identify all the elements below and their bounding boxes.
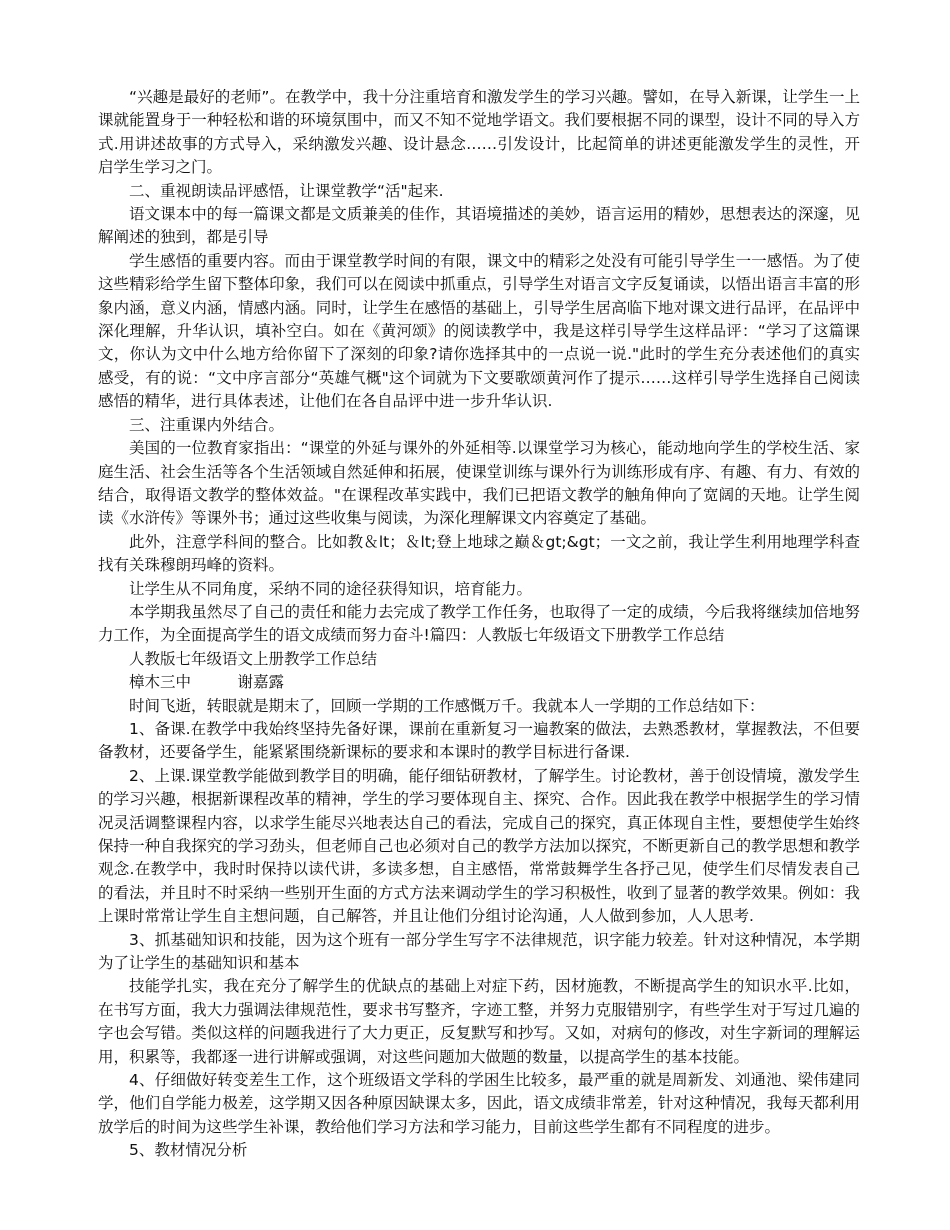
author-byline: 樟木三中 谢嘉露: [129, 673, 285, 692]
paragraph-educator-quote: 美国的一位教育家指出：“课堂的外延与课外的外延相等.以课堂学习为核心，能动地向学生的学校生活、家庭生活、社会生活等各个生活领域自然延伸和拓展，使课堂训练与课外行为训练形成有序、有趣、有力、有效的结合，取得语文教学的整体效益。"在课程改革实践中，我们已把语文教学的触角伸向了宽阔的天地。让学生阅读《水浒传》等课外书；通过这些收集与阅读，为深化理解课文内容奠定了基础。: [98, 439, 860, 528]
paragraph-semester-summary: 本学期我虽然尽了自己的责任和能力去完成了教学工作任务，也取得了一定的成绩，今后我将继续加倍地努力工作，为全面提高学生的语文成绩而努力奋斗!篇四：人教版七年级语文下册教学工作总结: [98, 602, 860, 645]
paragraph-student-perception: 学生感悟的重要内容。而由于课堂教学时间的有限，课文中的精彩之处没有可能引导学生一一感悟。为了使这些精彩给学生留下整体印象，我们可以在阅读中抓重点，引导学生对语言文字反复诵读，以悟出语言丰富的形象内涵，意义内涵，情感内涵。同时，让学生在感悟的基础上，引导学生居高临下地对课文进行品评，在品评中深化理解，升华认识，填补空白。如在《黄河颂》的阅读教学中，我是这样引导学生这样品评：“学习了这篇课文，你认为文中什么地方给你留下了深刻的印象?请你选择其中的一点说一说."此时的学生充分表述他们的真实感受，有的说：“文中序言部分“英雄气概"这个词就为下文要歌颂黄河作了提示……这样引导学生选择自己阅读感悟的精华，进行具体表述，让他们在各自品评中进一步升华认识.: [98, 251, 860, 411]
item-textbook-analysis: 5、教材情况分析: [129, 1141, 248, 1160]
paragraph-different-angles: 让学生从不同角度，采纳不同的途径获得知识，培育能力。: [129, 579, 533, 598]
document-subtitle: 人教版七年级语文上册教学工作总结: [129, 649, 378, 668]
item-lesson-preparation: 1、备课.在教学中我始终坚持先备好课，课前在重新复习一遍教案的做法，去熟悉教材，掌握教法，不但要备教材，还要备学生，能紧紧围绕新课标的要求和本课时的教学目标进行备课.: [98, 719, 860, 762]
item-teaching: 2、上课.课堂教学能做到教学目的明确，能仔细钻研教材，了解学生。讨论教材，善于创设情境，激发学生的学习兴趣，根据新课程改革的精神，学生的学习要体现自主、探究、合作。因此我在教学中根据学生的学习情况灵活调整课程内容，以求学生能尽兴地表达自己的看法，完成自己的探究，真正体现自主性，要想使学生始终保持一种自我探究的学习劲头，但老师自己也必须对自己的教学方法加以探究，不断更新自己的教学思想和教学观念.在教学中，我时时保持以读代讲，多读多想，自主感悟，常常鼓舞学生各抒己见，使学生们尽情发表自己的看法，并且时不时采纳一些别开生面的方式方法来调动学生的学习积极性，收到了显著的教学效果。例如：我上课时常常让学生自主想问题，自己解答，并且让他们分组讨论沟通，人人做到参加，人人思考.: [98, 766, 860, 926]
paragraph-time-flies: 时间飞逝，转眼就是期末了，回顾一学期的工作感慨万千。我就本人一学期的工作总结如下：: [129, 696, 765, 715]
item-weak-students: 4、仔细做好转变差生工作，这个班级语文学科的学困生比较多，最严重的就是周新发、刘通池、梁伟建同学，他们自学能力极差，这学期又因各种原因缺课太多，因此，语文成绩非常差，针对这种情况，我每天都利用放学后的时间为这些学生补课，教给他们学习方法和学习能力，目前这些学生都有不同程度的进步。: [98, 1071, 860, 1136]
item-basic-knowledge: 3、抓基础知识和技能，因为这个班有一部分学生写字不法律规范，识字能力较差。针对这种情况，本学期为了让学生的基础知识和基本: [98, 930, 860, 973]
paragraph-skills: 技能学扎实，我在充分了解学生的优缺点的基础上对症下药，因材施教，不断提高学生的知识水平.比如，在书写方面，我大力强调法律规范性，要求书写整齐，字迹工整，并努力克服错别字，有些学生对于写过几遍的字也会写错。类似这样的问题我进行了大力更正，反复默写和抄写。又如，对病句的修改，对生字新词的理解运用，积累等，我都逐一进行讲解或强调，对这些问题加大做题的数量，以提高学生的基本技能。: [98, 977, 860, 1066]
paragraph-textbook-articles: 语文课本中的每一篇课文都是文质兼美的佳作，其语境描述的美妙，语言运用的精妙，思想表达的深邃，见解阐述的独到，都是引导: [98, 205, 860, 247]
paragraph-subject-integration: 此外，注意学科间的整合。比如教＆lt；＆lt;登上地球之巅＆gt;&gt；一文之前，我让学生利用地理学科查找有关珠穆朗玛峰的资料。: [98, 532, 860, 575]
heading-section-two: 二、重视朗读品评感悟，让课堂教学“活"起来.: [129, 181, 444, 200]
paragraph-interest-intro: “兴趣是最好的老师”。在教学中，我十分注重培育和激发学生的学习兴趣。譬如，在导入新课，让学生一上课就能置身于一种轻松和谐的环境氛围中，而又不知不觉地学语文。我们要根据不同的课型，设计不同的导入方式.用讲述故事的方式导入，采纳激发兴趣、设计悬念……引发设计，比起简单的讲述更能激发学生的灵性，开启学生学习之门。: [98, 88, 860, 177]
heading-section-three: 三、注重课内外结合。: [129, 415, 285, 434]
document-body: [98, 86, 860, 1163]
